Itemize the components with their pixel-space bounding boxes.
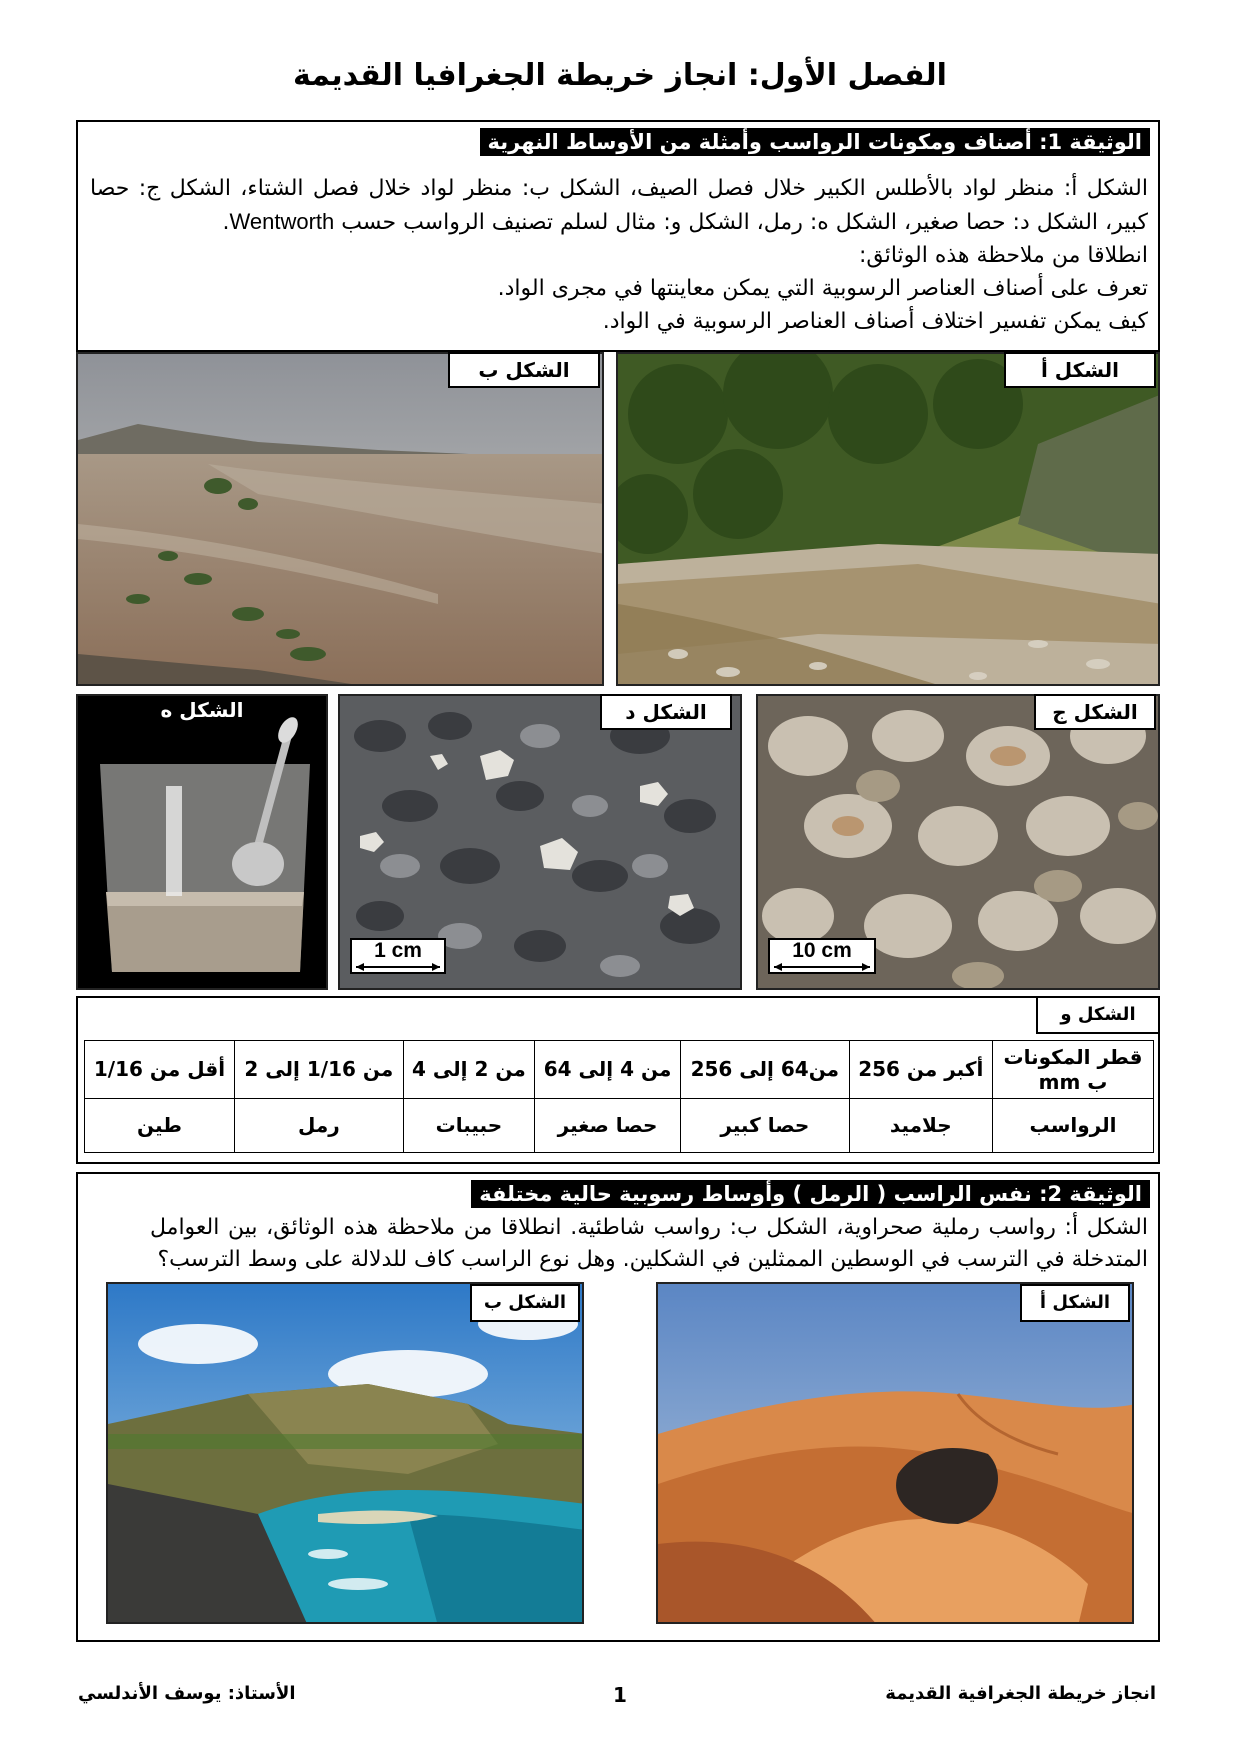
table-header-sediments: الرواسب xyxy=(993,1099,1154,1153)
table-cell: من 1/16 إلى 2 xyxy=(234,1041,403,1099)
wentworth-table xyxy=(84,1040,1154,1153)
scale-1cm-text: 1 cm xyxy=(374,939,422,962)
photo-beach xyxy=(106,1282,584,1624)
doc1-description xyxy=(90,172,1148,338)
table-cell: أكبر من 256 xyxy=(849,1041,992,1099)
doc1-heading-wrap xyxy=(480,128,1150,156)
footer-page-number: 1 xyxy=(613,1683,627,1707)
doc1-line-4: تعرف على أصناف العناصر الرسوبية التي يمكن معاينتها في مجرى الواد. xyxy=(497,276,1148,301)
doc2-description xyxy=(150,1212,1148,1276)
photo-sand-beaker xyxy=(76,694,328,990)
table-cell: من64 إلى 256 xyxy=(681,1041,849,1099)
wadi-summer-image xyxy=(618,354,1160,686)
sand-beaker-image xyxy=(78,696,328,990)
table-row xyxy=(85,1099,1154,1153)
table-cell: أقل من 1/16 xyxy=(85,1041,235,1099)
label-doc2-fig-a: الشكل أ xyxy=(1020,1284,1130,1322)
table-cell: من 2 إلى 4 xyxy=(403,1041,534,1099)
label-fig-w: الشكل و xyxy=(1036,996,1160,1034)
table-cell: حصا صغير xyxy=(534,1099,680,1153)
table-cell: رمل xyxy=(234,1099,403,1153)
wadi-winter-image xyxy=(78,354,604,686)
doc1-line-3: انطلاقا من ملاحظة هذه الوثائق: xyxy=(858,243,1148,268)
photo-wadi-winter xyxy=(76,352,604,686)
label-fig-d: الشكل د xyxy=(600,694,732,730)
scale-bar-1cm xyxy=(350,938,446,974)
doc1-line-1: الشكل أ: منظر لواد بالأطلس الكبير خلال فصل الصيف، الشكل ب: منظر لواد خلال فصل الشتاء، الشكل ج: حصا xyxy=(90,176,1148,201)
footer-teacher: الأستاذ: يوسف الأندلسي xyxy=(78,1683,296,1704)
doc1-line-2 xyxy=(90,205,1148,239)
doc2-line-2: المتدخلة في الترسب في الوسطين الممثلين في الشكلين. وهل نوع الراسب كاف للدلالة على وسط الترسب؟ xyxy=(157,1247,1148,1272)
table-header-diameter: قطر المكونات ب mm xyxy=(993,1041,1154,1099)
doc2-heading-wrap xyxy=(471,1180,1150,1208)
scale-bar-10cm xyxy=(768,938,876,974)
doc2-line-1: الشكل أ: رواسب رملية صحراوية، الشكل ب: رواسب شاطئية. انطلاقا من ملاحظة هذه الوثائق، بين العوامل xyxy=(150,1215,1148,1240)
label-doc2-fig-b: الشكل ب xyxy=(470,1284,580,1322)
table-cell: حبيبات xyxy=(403,1099,534,1153)
page-title: الفصل الأول: انجاز خريطة الجغرافيا القديمة xyxy=(293,58,947,93)
label-fig-b: الشكل ب xyxy=(448,352,600,388)
desert-image xyxy=(658,1284,1134,1624)
scale-10cm-text: 10 cm xyxy=(792,939,852,962)
table-cell: جلاميد xyxy=(849,1099,992,1153)
photo-desert xyxy=(656,1282,1134,1624)
scale-arrow-10cm xyxy=(770,962,874,972)
table-cell: من 4 إلى 64 xyxy=(534,1041,680,1099)
beach-image xyxy=(108,1284,584,1624)
photo-wadi-summer xyxy=(616,352,1160,686)
label-fig-h: الشكل ه xyxy=(160,698,244,722)
doc1-title: الوثيقة 1: أصناف ومكونات الرواسب وأمثلة من الأوساط النهرية xyxy=(480,128,1150,156)
doc1-line-2-text: كبير، الشكل د: حصا صغير، الشكل ه: رمل، الشكل و: مثال لسلم تصنيف الرواسب حسب xyxy=(334,210,1148,235)
wentworth-term: Wentworth xyxy=(229,209,335,234)
doc1-line-5: كيف يمكن تفسير اختلاف أصناف العناصر الرسوبية في الواد. xyxy=(602,309,1148,334)
label-fig-a: الشكل أ xyxy=(1004,352,1156,388)
label-fig-j: الشكل ج xyxy=(1034,694,1156,730)
table-cell: حصا كبير xyxy=(681,1099,849,1153)
scale-arrow-1cm xyxy=(352,962,444,972)
doc2-title: الوثيقة 2: نفس الراسب ( الرمل ) وأوساط رسوبية حالية مختلفة xyxy=(471,1180,1150,1208)
table-row xyxy=(85,1041,1154,1099)
doc1-line-2-end: . xyxy=(222,210,230,235)
table-cell: طين xyxy=(85,1099,235,1153)
footer-course-title: انجاز خريطة الجغرافية القديمة xyxy=(885,1683,1156,1704)
